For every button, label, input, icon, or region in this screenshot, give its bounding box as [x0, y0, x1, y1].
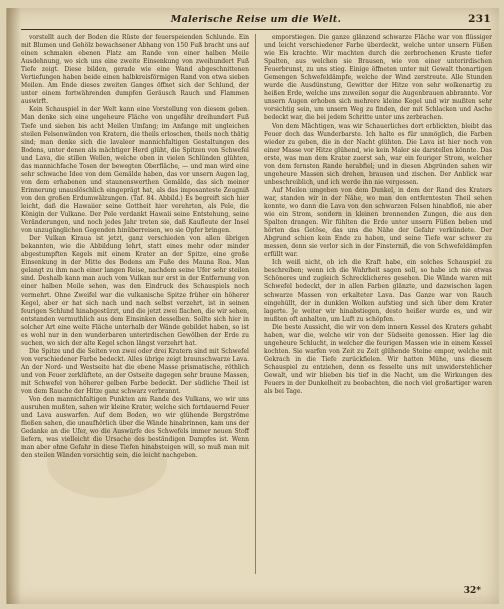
running-title: Malerische Reise um die Welt. — [170, 14, 342, 25]
header-rule — [21, 29, 491, 30]
left-column — [21, 34, 249, 574]
paragraph: Die beste Aussicht, die wir von dem innern Kessel des Kraters gehabt haben, war die, welche wir von der Südseite genossen. Hier lag die ungeheure Schlucht, in welcher die feurigen Massen wie in einem Kessel kochten. Sie warfen von Zeit zu Zeit glühende Steine empor, welche mit Gekrach in die Tiefe zurückfielen. Wir hatten Mühe, uns diesem Schauspiel zu entziehen, denn es fesselte uns mit unwiderstehlicher Gewalt, und wir blieben bis tief in die Nacht, um die Wirkungen des Feuers in der Dunkelheit zu beobachten, die noch viel großartiger waren als bei Tage. — [264, 323, 492, 396]
running-header — [21, 14, 491, 28]
paragraph: Von dem Mächtigen, was wir Schauerliches dort erblickten, bleibt das Feuer doch das Wunderbarste. Ich halte es für unmöglich, die Farben wieder zu geben, die in der Nacht glühten. Die Lava ist hier noch von einer Masse vor Hitze glühend, wie kein Maler sie darstellen könnte. Das erste, was man dem Krater zuerst sah, war ein feuriger Strom, welcher von dem fernsten Rande herabfiel; und in diesen Abgründen sahen wir ungeheure Massen sich drehen, brausen und zischen. Der Anblick war unbeschreiblich, und ich werde ihn nie vergessen. — [264, 122, 492, 186]
book-page — [6, 8, 499, 604]
gutter-shadow — [7, 8, 21, 604]
paragraph: Der Vulkan Kiraua ist jetzt, ganz verschieden von allen übrigen bekannten, wie die Abbildung lehrt, statt eines mehr oder minder abgestumpften Kegels mit einem Krater an der Spitze, eine große Einsenkung in der Mitte des Bodens am Fuße des Mauna Roa. Man gelangt zu ihm nach einer langen Reise, nachdem seine Ufer sehr steilen sind. Deshalb kann man auch vom Vulkan nur erst in der Entfernung von einer halben Meile sehen, was den Eindruck des Schauspiels noch vermehrt. Ohne Zweifel war die vulkanische Spitze früher ein höherer Kegel, aber er hat sich nach und nach selbst verzehrt, ist in seinen feurigen Schlund hinabgestürzt, und die jetzt zwei flachen, die wir sehen, entstanden vermuthlich aus dem Einsinken desselben. Sollte sich hier in solcher Art eine weite Fläche unterhalb der Wände gebildet haben, so ist es wohl nur in den wunderbaren unterirdischen Gewölben der Erde zu suchen, wo sich der alte Kegel schon längst verzehrt hat. — [21, 235, 249, 347]
paragraph: Von den mannichfaltigen Punkten am Rande des Vulkans, wo wir uns ausruhen mußten, sahen wir kleine Krater, welche sich fortdauernd Feuer und Lava auswarfen. Auf dem Boden, wo wir glühende Bergströme fließen sahen, die unaufhörlich über die Wände hinabrinnen, kam uns der Gedanke an die Ufer, wo die Auswürfe des Schwefels immer neuen Stoff liefern, was vielleicht die Ursache des beständigen Dampfes ist. Wenn man aber ohne Gefahr in diese Tiefen hinabsteigen will, so muß man mit den steilen Wänden vorsichtig sein, die leicht nachgeben. — [21, 396, 249, 460]
signature-mark: 32* — [463, 586, 481, 596]
column-divider — [255, 34, 256, 574]
paragraph: Ich weiß nicht, ob ich die Kraft habe, ein solches Schauspiel zu beschreiben; wenn ich die Wahrheit sagen soll, so habe ich nie etwas Schöneres und zugleich Schrecklicheres gesehen. Die Wände waren mit Schwefel bedeckt, der in allen Farben glänzte, und dazwischen lagen schwarze Massen von erkalteter Lava. Das Ganze war von Rauch eingehüllt, der in dunklen Wolken aufstieg und sich über dem Krater lagerte. Je weiter wir hinabstiegen, desto heißer wurde es, und wir mußten oft anhalten, um Luft zu schöpfen. — [264, 259, 492, 323]
paragraph: Die Spitze und die Seiten von zwei oder drei Kratern sind mit Schwefel von verschiedener Farbe bedeckt. Alles übrige zeigt braunschwarze Lava. An der Nord- und Westseite hat die ebene Masse prismatische, röthlich und von Feuer zerklüftete, an der Ostseite dagegen sehr braune Massen, mit Schwefel von höherer gelben Farbe bedeckt. Der südliche Theil ist von dem Rauche der Hitze ganz schwarz verbrannt. — [21, 347, 249, 396]
paragraph: vorstellt auch der Boden die Rüste der feuerspeienden Schlunde. Ein mit Blumen und Gehölz bewachsener Abhang von 150 Fuß bracht uns auf einen schmalen ebenen Platz am Rande von einer halben Meile Ausdehnung, wo sich uns eine zweite Einsenkung von zweihundert Fuß Tiefe zeigt. Diese bilden, gerade wie eine Wand abgeschnittenen Vertiefungen haben beide einen halbkreisförmigen Rand von etwa sieben Meilen. Am Ende dieses zweiten Ganges öffnet sich der Schlund, der unter einem fortwährenden dumpfen Geräusch Rauch und Flammen auswirft. — [21, 34, 249, 106]
page-number: 231 — [468, 13, 491, 25]
paragraph: Auf Meilen umgeben von dem Dunkel, in dem der Rand des Kraters war, standen wir in der Nähe, wo man den entferntesten Theil sehen konnte, wo dann die Lava von den schwarzen Felsen hinabfloß, nie aber wie ein Strom, sondern in kleinen brennenden Zungen, die aus den Spalten drangen. Wir fühlten die Erde unter unsern Füßen beben und hörten das Getöse, das uns die Nähe der Gefahr verkündete. Der Abgrund schien kein Ende zu haben, und seine Tiefe war schwer zu messen, denn sie verlor sich in der Finsterniß, die von Schwefeldämpfen erfüllt war. — [264, 186, 492, 259]
paragraph: emporstiegen. Die ganze glänzend schwarze Fläche war von flüssiger und leicht verschiedener Farbe überdeckt, welche unter unsern Füßen wie Eis krachte. Wir machten durch die zerbrochenen Kruste tiefer Spalten, aus welchen sie Brausen, wie von einer unterirdischen Feuerbrunst, zu uns stieg. Einige öffneten unter mit Gewalt thonartigen Gemengen Schwefeldämpfe, welche der Wind zerstreute. Alle Stunden wurde die Ausdünstung, Gewitter der Hitze von sehr wolkenartig zu heißen Erde, welche uns zuweilen sogar die Augenbrauen abbrannte. Vor unsern Augen erhoben sich mehrere kleine Kegel und wir mußten sehr vorsichtig sein, um unsern Weg zu finden, der mit Schlacken und Asche bedeckt war, die bei jedem Schritte unter uns zerbrachen. — [264, 34, 492, 122]
right-column — [264, 34, 492, 574]
paragraph: Kein Schauspiel in der Welt kann eine Vorstellung von diesem geben. Man denke sich eine ungeheure Fläche von ungefähr dreihundert Fuß Tiefe und sieben bis acht Meilen Umfang; im Anfange mit ungleichen steilen Felsenwänden von Kratern, die theils erloschen, theils noch thätig sind; man denke sich die lavaleer mannichfaltigen Gestaltungen des Bodens, unter denen als mächtiger Herd glüht, die Spitzen von Schwefel und Lava, die stillen Wellen, welche oben in vielen Schlünden glühten, das mannichfache Tosen der bewegten Oberfläche, — und man wird eine sehr schwache Idee von dem Gemälde haben, das vor unsern Augen lag, von dem erhabenen und staunenswerthen Gemälde, das sich meiner Erinnerung unauslöschlich eingeprägt hat, als das imposanteste Zeugniß von den großen Erdumwälzungen. (Taf. 84. Abbild.) Es begreift sich hier leicht, daß die Hawaiier seine Gottheit hier verehrten, als Pele, die Königin der Vulkane. Der Pele verdankt Hawaii seine Entstehung, seine Veränderungen, und noch jedes Jahr treten sie, daß Kaufleute der Insel von unzugänglichen Gegenden hinüberreisen, wo sie Opfer bringen. — [21, 106, 249, 235]
